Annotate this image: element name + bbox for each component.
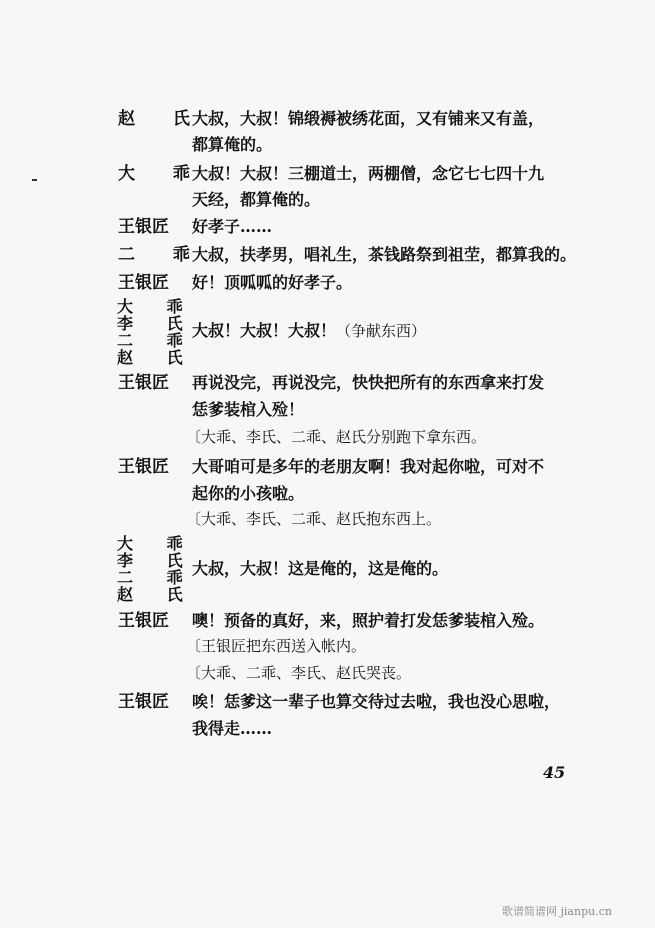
dialogue-line: 恁爹装棺入殓！ xyxy=(192,400,305,419)
dialogue-line: 大叔！大叔！三棚道士，两棚僧，念它七七四十九 xyxy=(192,164,545,183)
speaker-name: 王银匠 xyxy=(118,273,169,293)
dialogue-line: 我得走…… xyxy=(192,719,273,738)
dialogue-line: 再说没完，再说没完，快快把所有的东西拿来打发 xyxy=(192,373,545,392)
stage-direction-text: 〔王银匠把东西送入帐内。 xyxy=(186,637,367,655)
speaker-name: 李 氏 xyxy=(117,551,197,570)
stage-direction-text: 〔大乖、二乖、李氏、赵氏哭丧。 xyxy=(186,664,412,682)
speaker-name: 赵 氏 xyxy=(117,348,197,367)
dialogue-line: 唉！恁爹这一辈子也算交待过去啦，我也没心思啦， xyxy=(192,692,561,711)
speaker-name: 王银匠 xyxy=(118,373,169,393)
dialogue-line: 噢！预备的真好，来，照护着打发恁爹装棺入殓。 xyxy=(192,611,545,630)
dialogue-line: 天经，都算俺的。 xyxy=(192,190,321,209)
dialogue-line xyxy=(192,318,612,344)
dialogue-line: 起你的小孩啦。 xyxy=(192,484,305,503)
page-number: 45 xyxy=(543,763,566,782)
speaker-name: 二 乖 xyxy=(117,331,197,350)
dialogue-line: 大哥咱可是多年的老朋友啊！我对起你啦，可对不 xyxy=(192,457,545,476)
dialogue-line: 好孝子…… xyxy=(192,217,273,236)
speaker-group xyxy=(117,297,197,367)
stage-direction-text: 〔大乖、李氏、二乖、赵氏抱东西上。 xyxy=(186,510,442,528)
dialogue-line: 大叔，大叔！锦缎褥被绣花面，又有铺来又有盖， xyxy=(192,109,545,128)
speaker-name: 王银匠 xyxy=(118,692,169,712)
dialogue-line: 都算俺的。 xyxy=(192,135,273,154)
scan-mark xyxy=(32,179,37,181)
speaker-name: 李 氏 xyxy=(117,314,197,333)
dialogue-line: 大叔，扶孝男，唱礼生，茶钱路祭到祖茔，都算我的。 xyxy=(192,245,577,264)
speaker-name: 王银匠 xyxy=(118,611,169,631)
speaker-name: 王银匠 xyxy=(118,217,169,237)
dialogue-text: 大叔！大叔！大叔！ xyxy=(192,321,337,340)
site-watermark: 歌谱简谱网 jianpu.cn xyxy=(502,905,612,918)
speaker-name: 赵 氏 xyxy=(118,109,206,129)
speaker-group xyxy=(117,534,197,604)
speaker-name: 大 乖 xyxy=(118,164,206,184)
dialogue-line: 好！顶呱呱的好孝子。 xyxy=(192,273,353,292)
speaker-name: 二 乖 xyxy=(118,245,206,265)
speaker-name: 赵 氏 xyxy=(117,585,197,604)
speaker-name: 二 乖 xyxy=(117,568,197,587)
stage-direction-text: 〔大乖、李氏、二乖、赵氏分别跑下拿东西。 xyxy=(186,428,487,446)
speaker-name: 大 乖 xyxy=(117,534,197,553)
speaker-name: 大 乖 xyxy=(117,297,197,316)
stage-direction-inline: （争献东西） xyxy=(336,322,427,340)
speaker-name: 王银匠 xyxy=(118,457,169,477)
dialogue-line: 大叔，大叔！这是俺的，这是俺的。 xyxy=(192,559,449,578)
